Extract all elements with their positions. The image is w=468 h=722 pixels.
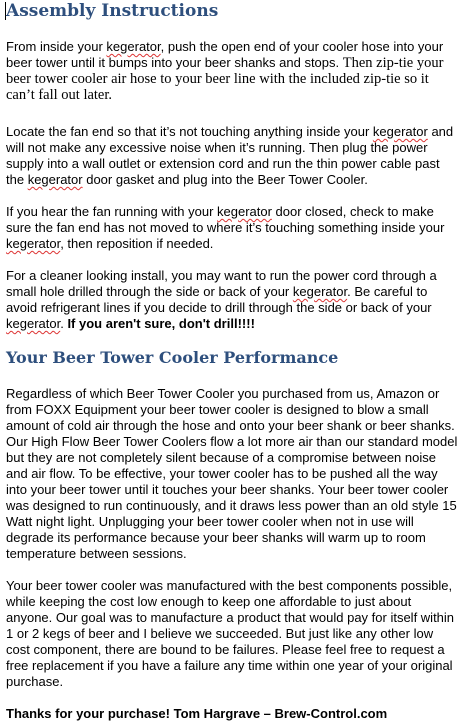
text-run: Then zip-tie your beer tower cooler air hose to your beer line with the included zip-tie so it can’t fall out later. xyxy=(6,55,444,103)
misspelled-word: kegerator xyxy=(106,39,161,54)
text-run: Locate the fan end so that it’s not touching anything inside your xyxy=(6,124,373,139)
text-run: If you hear the fan running with your xyxy=(6,204,218,219)
text-run: door closed, check to make sure the fan end has not moved to where it’s touching something inside your xyxy=(6,204,445,235)
text-run: . xyxy=(60,316,68,331)
text-run: . Be careful to avoid refrigerant lines if you decide to drill through the side or back of your xyxy=(6,284,432,315)
paragraph-fan-noise xyxy=(6,204,458,252)
misspelled-word: kegerator xyxy=(292,284,348,299)
text-run: From inside your xyxy=(6,39,107,54)
paragraph-cleaner-install xyxy=(6,268,458,332)
paragraph-locate-fan xyxy=(6,124,458,188)
text-run: , then reposition if needed. xyxy=(60,236,214,251)
text-run: , push the open end of your cooler hose into your beer tower until it bumps into your beer shanks and stops. xyxy=(6,39,444,70)
text-run: Regardless of which Beer Tower Cooler you purchased from us, Amazon or from FOXX Equipment your beer tower cooler is designed to blow a small amount of cold air through the hose and onto your beer shank or beer shanks. Our High Flow Beer Tower Coolers flow a lot more air than our standard model but they are not completely silent because of a compromise between noise and air flow. To be effective, your tower cooler has to be pushed all the way into your beer tower until it touches your beer shanks. Your beer tower cooler was designed to run continuously, and it draws less power than an old style 15 Watt night light. Unplugging your beer tower cooler when not in use will degrade its performance because your beer shanks will warm up to room temperature between sessions. xyxy=(6,386,458,561)
heading-assembly-instructions: Assembly Instructions xyxy=(6,1,219,21)
paragraph-thanks xyxy=(6,706,458,722)
misspelled-word: kegerator xyxy=(217,204,272,219)
text-run: Thanks for your purchase! Tom Hargrave – Brew-Control.com xyxy=(6,706,388,721)
misspelled-word: kegerator xyxy=(27,172,83,187)
text-run: Your beer tower cooler was manufactured with the best components possible, while keeping the cost low enough to keep one affordable to just about anyone. Our goal was to manufacture a product that would pay for itself within 1 or 2 kegs of beer and I believe we succeeded. But just like any other low cost component, there are bound to be failures. Please feel free to request a free replacement if you have a failure any time within one year of your original purchase. xyxy=(6,578,455,689)
misspelled-word: kegerator xyxy=(6,316,61,331)
text-run: For a cleaner looking install, you may want to run the power cord through a small hole drilled through the side or back of your xyxy=(6,268,437,299)
text-run: and will not make any excessive noise when it’s running. Then plug the power supply into a wall outlet or extension cord and run the thin power cable past the xyxy=(6,124,454,187)
misspelled-word: kegerator xyxy=(372,124,428,139)
paragraph-warranty xyxy=(6,578,458,690)
document-page xyxy=(6,0,458,722)
text-run: door gasket and plug into the Beer Tower Cooler. xyxy=(82,172,368,187)
heading-performance: Your Beer Tower Cooler Performance xyxy=(6,348,339,367)
misspelled-word: kegerator xyxy=(6,236,61,251)
paragraph-performance xyxy=(6,386,458,562)
paragraph-insert-hose xyxy=(6,39,458,103)
text-run: If you aren't sure, don't drill!!!! xyxy=(67,316,255,331)
